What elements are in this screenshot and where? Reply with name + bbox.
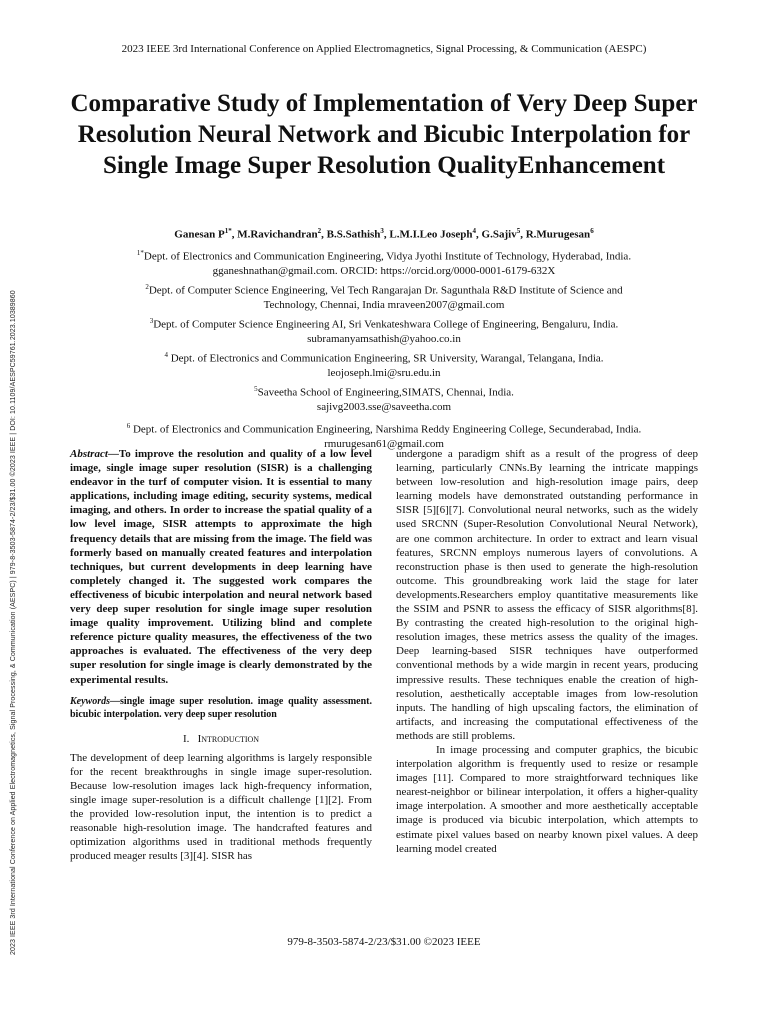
abstract-label: Abstract bbox=[70, 448, 108, 460]
left-column bbox=[70, 447, 372, 863]
affiliation bbox=[76, 314, 692, 346]
affiliation-text: subramanyamsathish@yahoo.co.in bbox=[307, 332, 461, 345]
affiliation-superscript: 1* bbox=[136, 249, 144, 257]
affiliation-text: leojoseph.lmi@sru.edu.in bbox=[327, 367, 441, 380]
intro-paragraph-1: The development of deep learning algorithms is largely responsible for the recent breakthroughs in single image super-resolution. Because low-resolution images lack high-frequency information, single image super-resolution is a difficult challenge [1][2]. From the provided low-resolution input, the intention is to predict a reasonable high-resolution image. The handcrafted features and optimization algorithms used in traditional methods frequently produced meager results [3][4]. SISR has bbox=[70, 751, 372, 863]
section-heading bbox=[70, 732, 372, 746]
author-superscript: 5 bbox=[516, 227, 521, 235]
affiliations bbox=[76, 246, 692, 453]
author-list: Ganesan $P^{1*}$, M.Ravichandran$^2$, B.S.Sathish$^3$, L.M.I.Leo Joseph$^4$, G.Sajiv$^5$, R.Murugesan$^6$ bbox=[174, 227, 594, 241]
right-column bbox=[396, 447, 698, 856]
author-name: G.Sajiv bbox=[481, 228, 517, 241]
affiliation-superscript: 5 bbox=[254, 385, 258, 394]
affiliation-line bbox=[76, 366, 692, 380]
affiliation bbox=[76, 280, 692, 312]
affiliation bbox=[76, 246, 692, 278]
affiliation-text: Saveetha School of Engineering,SIMATS, Chennai, India. bbox=[257, 386, 514, 399]
copyright-footer: 979-8-3503-5874-2/23/$31.00 ©2023 IEEE bbox=[287, 936, 481, 948]
keywords bbox=[70, 695, 372, 721]
affiliation-text: Technology, Chennai, India mraveen2007@gmail.com bbox=[263, 298, 505, 311]
author-superscript: 2 bbox=[317, 227, 322, 235]
side-doi-notice: 2023 IEEE 3rd International Conference on Applied Electromagnetics, Signal Processing, & Communication (AESPC) | 979-8-3503-5874-2/23/$31.00 ©2023 IEEE | DOI: 10.1109/AESPC59761.2023.10389860 bbox=[10, 290, 17, 955]
intro-paragraph-2: In image processing and computer graphics, the bicubic interpolation algorithm is frequently used to resize or resample images [11]. Compared to more straightforward techniques like nearest-neighbor or bilinear interpolation, it offers a higher-quality image interpolation. A smoother and more aesthetically acceptable image is produced via bicubic interpolation, which attempts to estimate pixel values based on nearby known pixel values. A deep learning model created bbox=[396, 743, 698, 855]
affiliation-superscript: 4 bbox=[164, 351, 168, 360]
affiliation-text: Dept. of Computer Science Engineering AI, Sri Venkateshwara College of Engineering, Bengaluru, India. bbox=[153, 318, 619, 331]
affiliation-text: sajivg2003.sse@saveetha.com bbox=[316, 401, 452, 414]
affiliation-line bbox=[76, 400, 692, 414]
keywords-text: —single image super resolution. image quality assessment. bicubic interpolation. very deep super resolution bbox=[70, 695, 372, 720]
paper-title: Comparative Study of Implementation of Very Deep Super Resolution Neural Network and Bicubic Interpolation for Single Image Super Resolution QualityEnhancement bbox=[70, 90, 698, 179]
abstract-text: —To improve the resolution and quality of a low level image, single image super resolution (SISR) is a challenging endeavor in the turf of computer vision. It is essential to many applications, including image editing, security systems, medical imaging, and others. In order to increase the spatial quality of a low level image, SISR attempts to approximate the high frequency details that are missing from the image. The field was formerly based on manually created features and interpolation techniques, but current developments in deep learning have completely changed it. The suggested work compares the effectiveness of bicubic interpolation and neural network based very deep super resolution for single image super resolution image quality improvement. Utilizing blind and complete reference picture quality measures, the effectiveness of the two approaches is evaluated. The effectiveness of the very deep super resolution for single image is clearly demonstrated by the experimental results. bbox=[70, 448, 372, 686]
affiliation bbox=[76, 382, 692, 414]
affiliation-line bbox=[76, 280, 692, 298]
affiliation-superscript: 3 bbox=[149, 317, 154, 326]
affiliation bbox=[76, 348, 692, 380]
author-name: M.Ravichandran bbox=[237, 228, 318, 241]
affiliation-text: gganeshnathan@gmail.com. ORCID: https://orcid.org/0000-0001-6179-632X bbox=[212, 264, 556, 277]
author-name: L.M.I.Leo Joseph bbox=[389, 228, 473, 241]
affiliation-text: rmurugesan61@gmail.com bbox=[324, 438, 444, 451]
affiliation-line bbox=[76, 298, 692, 312]
author-superscript: 6 bbox=[590, 227, 594, 235]
section-number: I. bbox=[182, 732, 190, 745]
author-name: Ganesan P bbox=[174, 228, 225, 241]
author-name: R.Murugesan bbox=[525, 228, 591, 241]
affiliation-text: Dept. of Electronics and Communication Engineering, SR University, Warangal, Telangana, India. bbox=[167, 352, 604, 365]
conference-header: 2023 IEEE 3rd International Conference on Applied Electromagnetics, Signal Processing, & Communication (AESPC) bbox=[121, 43, 647, 55]
author-superscript: 1* bbox=[224, 227, 232, 235]
author-name: B.S.Sathish bbox=[326, 228, 381, 241]
affiliation-text: Dept. of Electronics and Communication Engineering, Narshima Reddy Engineering College, Secunderabad, India. bbox=[130, 423, 642, 436]
affiliation-line bbox=[76, 382, 692, 400]
affiliation-line bbox=[76, 314, 692, 332]
keywords-label: Keywords bbox=[70, 695, 110, 707]
author-superscript: 4 bbox=[472, 227, 477, 235]
section-title: Introduction bbox=[197, 732, 260, 745]
affiliation-text: Dept. of Computer Science Engineering, Vel Tech Rangarajan Dr. Sagunthala R&D Institute of Science and bbox=[148, 284, 623, 297]
affiliation-line bbox=[76, 419, 692, 437]
affiliation-line bbox=[76, 348, 692, 366]
affiliation-superscript: 6 bbox=[126, 422, 131, 431]
abstract bbox=[70, 447, 372, 687]
affiliation-text: Dept. of Electronics and Communication Engineering, Vidya Jyothi Institute of Technology, Hyderabad, India. bbox=[143, 250, 632, 263]
affiliation-line bbox=[76, 264, 692, 278]
affiliation-superscript: 2 bbox=[145, 283, 149, 292]
intro-paragraph-1-continued: undergone a paradigm shift as a result of the progress of deep learning, particularly CNNs.By learning the intricate mappings between low-resolution and high-resolution image pairs, deep learning models have demonstrated outstanding performance in SISR [5][6][7]. Convolutional neural networks, such as the widely used SRCNN (Super-Resolution Convolutional Neural Network), are one common architecture. In order to extract and learn visual features, SRCNN employs numerous layers of convolutions. A reconstruction phase is then used to generate the high-resolution outcome. This groundbreaking work laid the stage for later developments.Researchers employ quantitative measurements like the SSIM and PSNR to assess the efficacy of SISR algorithms[8]. By contrasting the created high-resolution to the original high-resolution images, these metrics assess the quality of the images. Deep learning-based SISR techniques have outperformed conventional methods by a wide margin in recent years, producing impressive results. These techniques enable the creation of high-resolution, aesthetically acceptable images from low-resolution inputs. The handling of high upscaling factors, the elimination of artifacts, and increasing the computational effectiveness of the methods are still problems. bbox=[396, 448, 698, 742]
author-superscript: 3 bbox=[380, 227, 384, 235]
affiliation-line bbox=[76, 332, 692, 346]
affiliation-line bbox=[76, 246, 692, 264]
